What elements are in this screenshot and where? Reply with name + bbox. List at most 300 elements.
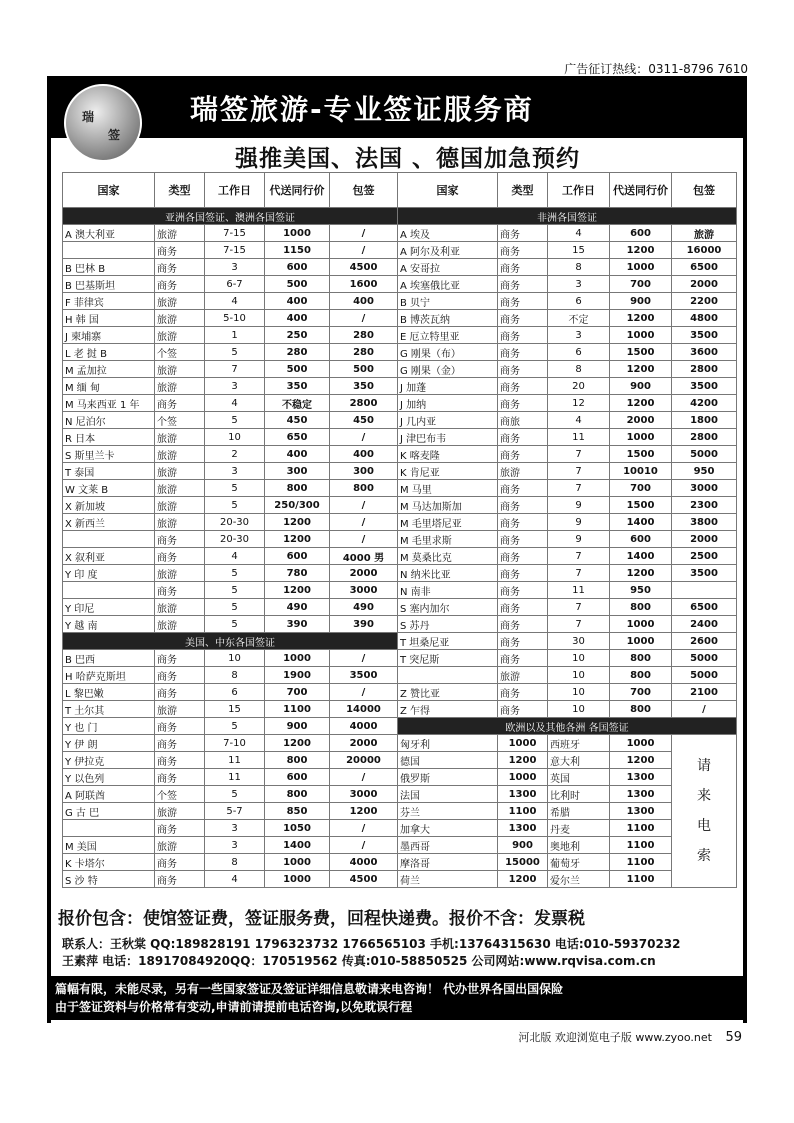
table-cell: Y 印 度 xyxy=(63,565,155,582)
table-cell: / xyxy=(330,684,398,701)
table-cell: 个签 xyxy=(155,344,205,361)
table-cell: 商务 xyxy=(498,616,548,633)
table-cell: 5 xyxy=(205,412,265,429)
table-cell: 1000 xyxy=(498,769,548,786)
table-cell: N 尼泊尔 xyxy=(63,412,155,429)
table-cell: 1100 xyxy=(610,820,672,837)
table-cell: 7 xyxy=(205,361,265,378)
table-row xyxy=(63,650,737,667)
table-cell: 7-10 xyxy=(205,735,265,752)
table-cell: 2600 xyxy=(672,633,737,650)
table-row xyxy=(63,531,737,548)
table-cell: 商务 xyxy=(155,395,205,412)
table-row xyxy=(63,412,737,429)
table-cell: 3 xyxy=(205,259,265,276)
table-cell: A 埃塞俄比亚 xyxy=(398,276,498,293)
table-cell: H 哈萨克斯坦 xyxy=(63,667,155,684)
table-cell: 850 xyxy=(265,803,330,820)
table-cell: 400 xyxy=(265,310,330,327)
table-cell: M 莫桑比克 xyxy=(398,548,498,565)
table-row xyxy=(63,837,737,854)
table-cell: / xyxy=(330,531,398,548)
table-cell: 7-15 xyxy=(205,225,265,242)
table-cell: 1500 xyxy=(610,497,672,514)
table-cell: 个签 xyxy=(155,786,205,803)
table-row xyxy=(63,344,737,361)
col-country: 国家 xyxy=(63,173,155,208)
table-cell: 1000 xyxy=(610,429,672,446)
table-cell: 5000 xyxy=(672,446,737,463)
table-cell: 商务 xyxy=(155,769,205,786)
table-cell: 8 xyxy=(548,259,610,276)
table-cell: 1300 xyxy=(610,769,672,786)
table-cell: 1000 xyxy=(610,259,672,276)
table-cell: Y 越 南 xyxy=(63,616,155,633)
table-row xyxy=(63,565,737,582)
table-cell: 荷兰 xyxy=(398,871,498,888)
table-cell: 3500 xyxy=(672,327,737,344)
table-cell: M 毛里塔尼亚 xyxy=(398,514,498,531)
table-cell: 6 xyxy=(548,344,610,361)
table-cell: 15000 xyxy=(498,854,548,871)
table-cell: 法国 xyxy=(398,786,498,803)
table-cell: 摩洛哥 xyxy=(398,854,498,871)
table-cell: 800 xyxy=(610,667,672,684)
table-cell: 7 xyxy=(548,548,610,565)
table-cell: 1000 xyxy=(498,735,548,752)
table-cell: 希腊 xyxy=(548,803,610,820)
table-cell: / xyxy=(330,242,398,259)
table-row xyxy=(63,786,737,803)
table-cell: R 日本 xyxy=(63,429,155,446)
table-cell: S 塞内加尔 xyxy=(398,599,498,616)
table-cell: 4000 xyxy=(330,854,398,871)
table-cell: 个签 xyxy=(155,412,205,429)
table-cell: 2800 xyxy=(672,361,737,378)
table-cell: 商务 xyxy=(498,293,548,310)
table-cell: M 美国 xyxy=(63,837,155,854)
section-header: 亚洲各国签证、澳洲各国签证 xyxy=(63,208,398,225)
table-cell: 2000 xyxy=(672,531,737,548)
table-row xyxy=(63,395,737,412)
table-cell: 商务 xyxy=(498,531,548,548)
table-cell: T 土尔其 xyxy=(63,701,155,718)
table-cell: L 黎巴嫩 xyxy=(63,684,155,701)
table-cell: 1000 xyxy=(265,650,330,667)
table-cell: G 刚果（布） xyxy=(398,344,498,361)
table-row xyxy=(63,225,737,242)
visa-price-table xyxy=(62,172,737,888)
table-cell: 商务 xyxy=(155,752,205,769)
table-cell: 700 xyxy=(610,480,672,497)
table-row xyxy=(63,582,737,599)
table-cell: 20-30 xyxy=(205,531,265,548)
table-cell: 商务 xyxy=(498,497,548,514)
table-cell: 1200 xyxy=(610,395,672,412)
table-cell: 10 xyxy=(548,667,610,684)
footer-url[interactable]: www.zyoo.net xyxy=(635,1031,712,1044)
table-cell: 4 xyxy=(205,871,265,888)
table-cell: 旅游 xyxy=(155,565,205,582)
table-cell: 商务 xyxy=(155,242,205,259)
table-row xyxy=(63,735,737,752)
table-cell: 葡萄牙 xyxy=(548,854,610,871)
table-cell: J 加纳 xyxy=(398,395,498,412)
table-cell: 16000 xyxy=(672,242,737,259)
table-row xyxy=(63,752,737,769)
table-cell: K 卡塔尔 xyxy=(63,854,155,871)
table-cell: / xyxy=(330,497,398,514)
table-row xyxy=(63,820,737,837)
table-cell: S 斯里兰卡 xyxy=(63,446,155,463)
table-cell: G 古 巴 xyxy=(63,803,155,820)
table-cell: M 马达加斯加 xyxy=(398,497,498,514)
table-cell: 7-15 xyxy=(205,242,265,259)
table-cell: 1200 xyxy=(610,361,672,378)
page-footer xyxy=(518,1029,742,1045)
table-cell: 20-30 xyxy=(205,514,265,531)
table-cell: 1300 xyxy=(610,803,672,820)
table-cell: L 老 挝 B xyxy=(63,344,155,361)
table-cell: 10 xyxy=(548,650,610,667)
table-cell: 1100 xyxy=(498,803,548,820)
table-cell: 20000 xyxy=(330,752,398,769)
table-cell: / xyxy=(330,650,398,667)
table-cell: T 突尼斯 xyxy=(398,650,498,667)
table-cell: 不稳定 xyxy=(265,395,330,412)
table-cell: W 文莱 B xyxy=(63,480,155,497)
table-cell: 300 xyxy=(265,463,330,480)
table-cell: 6500 xyxy=(672,259,737,276)
table-cell: 2800 xyxy=(672,429,737,446)
table-cell: 500 xyxy=(265,361,330,378)
table-cell: J 柬埔寨 xyxy=(63,327,155,344)
table-cell: 350 xyxy=(330,378,398,395)
table-cell: 9 xyxy=(548,531,610,548)
table-cell: 商务 xyxy=(498,259,548,276)
table-cell: S 沙 特 xyxy=(63,871,155,888)
table-cell xyxy=(398,667,498,684)
table-cell: 旅游 xyxy=(155,463,205,480)
table-cell: 加拿大 xyxy=(398,820,498,837)
table-cell: A 阿联酋 xyxy=(63,786,155,803)
table-cell: 1400 xyxy=(610,514,672,531)
table-cell: 5 xyxy=(205,480,265,497)
table-row xyxy=(63,514,737,531)
table-cell: 5 xyxy=(205,786,265,803)
table-cell: 9 xyxy=(548,514,610,531)
table-cell: J 加蓬 xyxy=(398,378,498,395)
col-price: 代送同行价 xyxy=(265,173,330,208)
table-cell: 600 xyxy=(265,769,330,786)
table-cell: 商务 xyxy=(498,429,548,446)
table-row xyxy=(63,293,737,310)
col-country: 国家 xyxy=(398,173,498,208)
table-cell: 450 xyxy=(330,412,398,429)
table-cell: 旅游 xyxy=(155,701,205,718)
table-cell xyxy=(63,531,155,548)
table-cell: M 马来西亚 1 年 xyxy=(63,395,155,412)
table-cell: 7 xyxy=(548,446,610,463)
table-cell: B 巴西 xyxy=(63,650,155,667)
table-cell: 2000 xyxy=(672,276,737,293)
page-title: 瑞签旅游-专业签证服务商 xyxy=(190,93,534,126)
table-cell: 5000 xyxy=(672,650,737,667)
table-cell: 280 xyxy=(265,344,330,361)
table-cell: T 坦桑尼亚 xyxy=(398,633,498,650)
table-cell: 800 xyxy=(265,786,330,803)
table-cell: H 韩 国 xyxy=(63,310,155,327)
table-row xyxy=(63,548,737,565)
table-cell: 1200 xyxy=(265,531,330,548)
table-cell: 1200 xyxy=(610,565,672,582)
table-cell: 1000 xyxy=(610,735,672,752)
table-cell: 7 xyxy=(548,616,610,633)
table-cell: 德国 xyxy=(398,752,498,769)
table-cell: 280 xyxy=(330,327,398,344)
table-cell: K 肯尼亚 xyxy=(398,463,498,480)
table-cell: 900 xyxy=(498,837,548,854)
table-cell: 3 xyxy=(205,463,265,480)
table-cell: 2100 xyxy=(672,684,737,701)
table-cell: B 巴基斯坦 xyxy=(63,276,155,293)
table-cell: A 安哥拉 xyxy=(398,259,498,276)
table-cell: 旅游 xyxy=(155,497,205,514)
table-cell: 旅游 xyxy=(155,225,205,242)
table-cell: M 马里 xyxy=(398,480,498,497)
table-cell: 商务 xyxy=(498,480,548,497)
table-row xyxy=(63,667,737,684)
table-cell: 4000 男 xyxy=(330,548,398,565)
notice-box xyxy=(47,976,747,1020)
table-cell: 3000 xyxy=(330,786,398,803)
table-row xyxy=(63,208,737,225)
table-cell: 390 xyxy=(330,616,398,633)
table-cell: Y 以色列 xyxy=(63,769,155,786)
table-cell: J 津巴布韦 xyxy=(398,429,498,446)
table-cell: 3500 xyxy=(672,378,737,395)
table-cell: 1300 xyxy=(498,820,548,837)
table-cell: 商务 xyxy=(498,514,548,531)
price-includes: 报价包含：使馆签证费，签证服务费，回程快递费。报价不含：发票税 xyxy=(58,909,585,929)
table-cell: 400 xyxy=(265,293,330,310)
table-cell: 2000 xyxy=(330,565,398,582)
table-cell: B 博茨瓦纳 xyxy=(398,310,498,327)
table-cell: 8 xyxy=(205,667,265,684)
col-guarantee: 包签 xyxy=(330,173,398,208)
table-cell: 900 xyxy=(610,293,672,310)
table-cell: M 毛里求斯 xyxy=(398,531,498,548)
table-cell: 2 xyxy=(205,446,265,463)
table-cell: / xyxy=(330,514,398,531)
table-cell: 墨西哥 xyxy=(398,837,498,854)
table-cell: 500 xyxy=(330,361,398,378)
table-row xyxy=(63,480,737,497)
table-cell: 旅游 xyxy=(155,599,205,616)
table-row xyxy=(63,259,737,276)
table-cell: 旅游 xyxy=(155,837,205,854)
table-cell: 商务 xyxy=(498,395,548,412)
table-cell: / xyxy=(330,429,398,446)
table-cell: 800 xyxy=(265,480,330,497)
table-cell: 旅游 xyxy=(498,463,548,480)
table-cell xyxy=(63,820,155,837)
section-header: 欧洲以及其他各洲 各国签证 xyxy=(398,718,737,735)
table-row xyxy=(63,769,737,786)
table-cell: 700 xyxy=(610,684,672,701)
table-cell: 商务 xyxy=(498,701,548,718)
table-cell: 700 xyxy=(265,684,330,701)
table-cell: F 菲律宾 xyxy=(63,293,155,310)
table-cell: 4200 xyxy=(672,395,737,412)
table-cell: 商务 xyxy=(498,225,548,242)
table-row xyxy=(63,429,737,446)
table-cell: 11 xyxy=(205,752,265,769)
table-cell: Z 乍得 xyxy=(398,701,498,718)
table-cell: A 澳大利亚 xyxy=(63,225,155,242)
table-cell: 1200 xyxy=(498,871,548,888)
table-cell: 不定 xyxy=(548,310,610,327)
table-cell: 3500 xyxy=(330,667,398,684)
table-cell: 1050 xyxy=(265,820,330,837)
table-cell: B 巴林 B xyxy=(63,259,155,276)
table-cell: 3 xyxy=(548,327,610,344)
table-cell: 1200 xyxy=(498,752,548,769)
table-cell: 600 xyxy=(265,548,330,565)
table-cell: 3500 xyxy=(672,565,737,582)
table-cell: 1500 xyxy=(610,344,672,361)
table-cell: 1100 xyxy=(610,837,672,854)
table-row xyxy=(63,871,737,888)
table-cell: 1000 xyxy=(610,616,672,633)
table-cell: 11 xyxy=(205,769,265,786)
table-cell: 商务 xyxy=(155,650,205,667)
table-cell: 6 xyxy=(548,293,610,310)
table-cell: 4 xyxy=(548,225,610,242)
page-subtitle: 强推美国、法国 、德国加急预约 xyxy=(235,146,581,172)
table-cell: 商务 xyxy=(498,446,548,463)
col-type: 类型 xyxy=(498,173,548,208)
table-cell: 3800 xyxy=(672,514,737,531)
edition-label: 河北版 xyxy=(518,1031,552,1044)
table-cell: 商务 xyxy=(155,548,205,565)
table-cell: 商务 xyxy=(155,667,205,684)
table-cell: 400 xyxy=(265,446,330,463)
table-cell: 旅游 xyxy=(155,616,205,633)
table-row xyxy=(63,633,737,650)
section-header: 美国、中东各国签证 xyxy=(63,633,398,650)
table-cell: 4800 xyxy=(672,310,737,327)
table-row xyxy=(63,242,737,259)
table-cell: 比利时 xyxy=(548,786,610,803)
table-row xyxy=(63,803,737,820)
table-cell: 1150 xyxy=(265,242,330,259)
table-cell: 3 xyxy=(548,276,610,293)
table-cell: 1200 xyxy=(265,514,330,531)
table-cell: 500 xyxy=(265,276,330,293)
table-cell: 旅游 xyxy=(155,514,205,531)
table-cell: 旅游 xyxy=(672,225,737,242)
table-cell: 旅游 xyxy=(155,480,205,497)
table-cell: 爱尔兰 xyxy=(548,871,610,888)
table-cell: / xyxy=(330,837,398,854)
table-cell: X 叙利亚 xyxy=(63,548,155,565)
table-cell: 7 xyxy=(548,599,610,616)
table-cell: 1200 xyxy=(610,310,672,327)
table-cell: 10 xyxy=(548,701,610,718)
table-cell: 2200 xyxy=(672,293,737,310)
table-cell: 5 xyxy=(205,718,265,735)
table-cell: 600 xyxy=(610,225,672,242)
contact-line-2: 王素萍 电话：18917084920QQ：170519562 传真:010-58850525 公司网站:www.rqvisa.com.cn xyxy=(62,954,656,968)
table-cell: 490 xyxy=(330,599,398,616)
table-cell: 5 xyxy=(205,582,265,599)
table-cell: K 喀麦隆 xyxy=(398,446,498,463)
table-cell: 7 xyxy=(548,565,610,582)
table-cell: Z 赞比亚 xyxy=(398,684,498,701)
table-cell: G 刚果（金） xyxy=(398,361,498,378)
table-cell: 商务 xyxy=(498,599,548,616)
table-cell: 2800 xyxy=(330,395,398,412)
table-cell: 1100 xyxy=(610,871,672,888)
table-row xyxy=(63,599,737,616)
table-row xyxy=(63,327,737,344)
table-cell: 1200 xyxy=(265,735,330,752)
table-cell: 1900 xyxy=(265,667,330,684)
table-cell: 俄罗斯 xyxy=(398,769,498,786)
table-cell: 1000 xyxy=(610,327,672,344)
table-row xyxy=(63,854,737,871)
table-cell: 5 xyxy=(205,565,265,582)
table-row xyxy=(63,463,737,480)
table-cell: / xyxy=(330,769,398,786)
table-cell xyxy=(63,582,155,599)
table-cell: 4 xyxy=(205,293,265,310)
table-cell: J 几内亚 xyxy=(398,412,498,429)
table-cell: 800 xyxy=(610,599,672,616)
table-cell: 5-10 xyxy=(205,310,265,327)
table-cell: 1200 xyxy=(330,803,398,820)
ad-hotline: 广告征订热线：0311-8796 7610 xyxy=(564,62,748,76)
table-cell: 商务 xyxy=(155,531,205,548)
table-row xyxy=(63,497,737,514)
table-cell: 800 xyxy=(610,650,672,667)
table-row xyxy=(63,446,737,463)
table-cell: 450 xyxy=(265,412,330,429)
table-cell: 芬兰 xyxy=(398,803,498,820)
table-cell: 2000 xyxy=(610,412,672,429)
table-cell: 1400 xyxy=(265,837,330,854)
table-cell: 3000 xyxy=(330,582,398,599)
table-cell: 800 xyxy=(330,480,398,497)
table-cell: 1800 xyxy=(672,412,737,429)
table-cell: 5 xyxy=(205,599,265,616)
table-cell: 3000 xyxy=(672,480,737,497)
section-header: 非洲各国签证 xyxy=(398,208,737,225)
col-type: 类型 xyxy=(155,173,205,208)
table-cell: 800 xyxy=(610,701,672,718)
table-cell: 600 xyxy=(265,259,330,276)
table-cell: 1400 xyxy=(610,548,672,565)
table-cell: 11 xyxy=(548,582,610,599)
table-cell: X 新加坡 xyxy=(63,497,155,514)
table-cell: 商务 xyxy=(155,582,205,599)
table-cell: 旅游 xyxy=(155,378,205,395)
table-cell: 1000 xyxy=(265,854,330,871)
table-cell: 5 xyxy=(205,497,265,514)
table-cell: 10 xyxy=(548,684,610,701)
table-cell: M 孟加拉 xyxy=(63,361,155,378)
